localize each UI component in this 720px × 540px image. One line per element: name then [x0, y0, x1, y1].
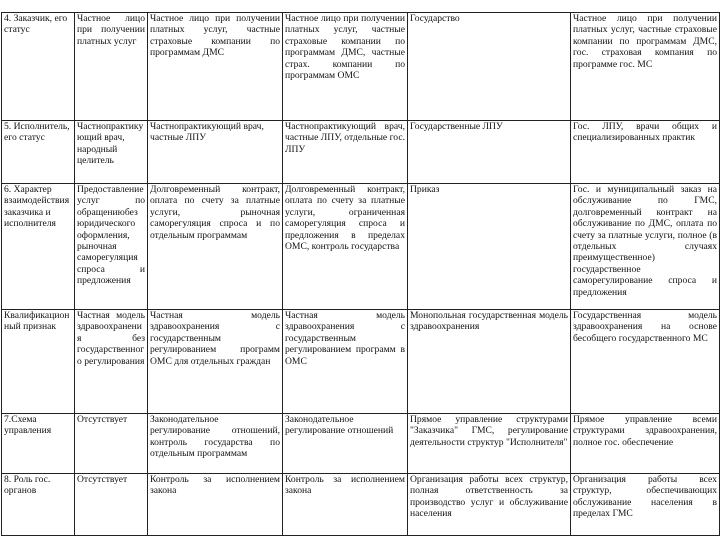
table-cell: Отсутствует: [75, 474, 148, 536]
table-cell: Гос. ЛПУ, врачи общих и специализированных практик: [571, 121, 720, 184]
table-cell: Частная модель здравоохранения без государственного регулирования: [75, 310, 148, 414]
table-cell: Частное лицо при получении платных услуг, частные страховые компании по программам ДМС: [148, 13, 283, 121]
table-cell: Долговременный контракт, оплата по счету за платные услуги, ограниченная саморегуляция спроса и предложения в пределах ОМС, контроль государства: [283, 184, 408, 310]
table-cell: Приказ: [408, 184, 571, 310]
document-table: [1, 12, 720, 536]
table-cell: Контроль за исполнением закона: [148, 474, 283, 536]
table-cell: Прямое управление структурами "Заказчика" ГМС, регулирование деятельности структур "Исполнителя": [408, 414, 571, 474]
table-cell: Контроль за исполнением закона: [283, 474, 408, 536]
table-cell: Долговременный контракт, оплата по счету за платные услуги, рыночная саморегуляция спроса и по отдельным программам: [148, 184, 283, 310]
table-row: [2, 310, 720, 414]
row-header-cell: 6. Характер взаимодействия заказчика и исполнителя: [2, 184, 75, 310]
row-header-cell: 7.Схема управления: [2, 414, 75, 474]
table-cell: Гос. и муниципальный заказ на обслуживание по ГМС, долговременный контракт на обслуживание по ДМС, оплата по счету за платные услуги, полное (в отдельных случаях преимущественное) государственное саморегулирование спроса и предложения: [571, 184, 720, 310]
table-row: [2, 13, 720, 121]
row-header-cell: 8. Роль гос. органов: [2, 474, 75, 536]
table-cell: Частнопрактикующий врач, частные ЛПУ: [148, 121, 283, 184]
table-cell: Государство: [408, 13, 571, 121]
table-cell: Законодательное регулирование отношений, контроль государства по отдельным программам: [148, 414, 283, 474]
row-header-cell: 4. Заказчик, его статус: [2, 13, 75, 121]
table-cell: Частнопрактикующий врач, народный целитель: [75, 121, 148, 184]
table-row: [2, 121, 720, 184]
table-cell: Государственная модель здравоохранения на основе бесобщего государственного МС: [571, 310, 720, 414]
table-cell: Организация работы всех структур, полная ответственность за производство услуг и обслуживание населения: [408, 474, 571, 536]
row-header-cell: 5. Исполнитель, его статус: [2, 121, 75, 184]
table-cell: Государственные ЛПУ: [408, 121, 571, 184]
table-cell: Организация работы всех структур, обеспечивающих обслуживание населения в пределах ГМС: [571, 474, 720, 536]
row-header-cell: Квалификационный признак: [2, 310, 75, 414]
table-cell: Частнопрактикующий врач, частные ЛПУ, отдельные гос. ЛПУ: [283, 121, 408, 184]
table-cell: Монопольная государственная модель здравоохранения: [408, 310, 571, 414]
table-row: [2, 184, 720, 310]
table-cell: Частное лицо при получении платных услуг, частные страховые компании по программам ДМС, гос. страховая компания по программе гос. МС: [571, 13, 720, 121]
table-cell: Частная модель здравоохранения с государственным регулированием программ ОМС для отдельных граждан: [148, 310, 283, 414]
table-cell: Частная модель здравоохранения с государственным регулированием программ в ОМС: [283, 310, 408, 414]
table-row: [2, 414, 720, 474]
table-cell: Частное лицо при получении платных услуг: [75, 13, 148, 121]
table-cell: Прямое управление всеми структурами здравоохранения, полное гос. обеспечение: [571, 414, 720, 474]
table-cell: Законодательное регулирование отношений: [283, 414, 408, 474]
table-row: [2, 474, 720, 536]
table-cell: Частное лицо при получении платных услуг, частные страховые компании по программам ДМС, частные страх. компании по программам ОМС: [283, 13, 408, 121]
table-cell: Отсутствует: [75, 414, 148, 474]
table-cell: Предоставление услуг по обращениюбез юридического оформления, рыночная саморегуляция спроса и предложения: [75, 184, 148, 310]
